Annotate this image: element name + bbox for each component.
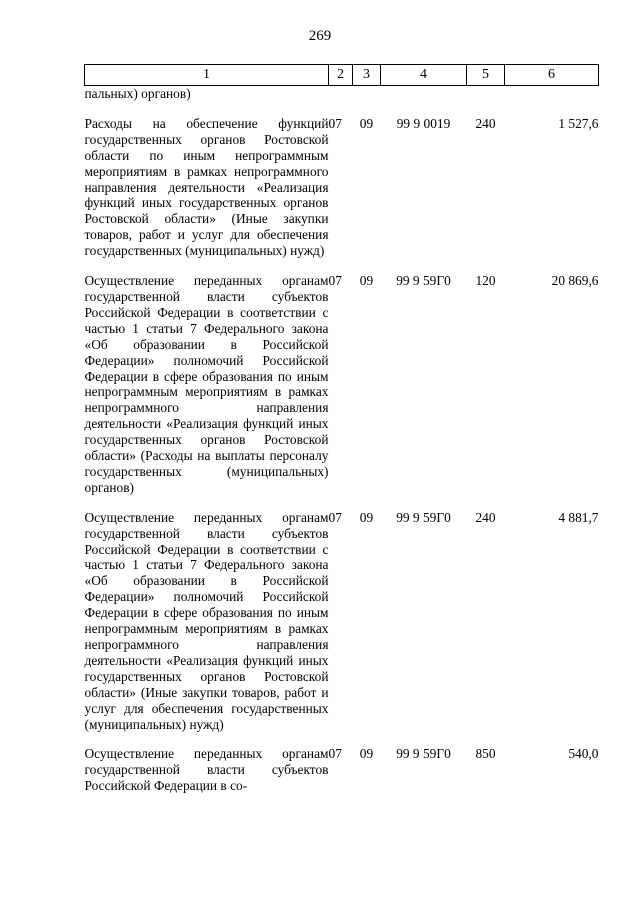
row-section: 07 <box>328 509 342 525</box>
row-section: 07 <box>328 273 342 289</box>
table-row <box>85 116 599 259</box>
table-row <box>85 510 599 733</box>
row-subsection: 09 <box>359 746 374 762</box>
row-section: 07 <box>328 115 342 131</box>
header-col-3: 3 <box>353 65 381 86</box>
header-col-4: 4 <box>381 65 467 86</box>
row-description: Осуществление переданных органам государственной власти субъектов Российской Федерации в со- <box>84 746 329 794</box>
continuation-text: пальных) органов) <box>84 86 191 101</box>
header-col-1: 1 <box>85 65 329 86</box>
row-expense-type: 120 <box>475 273 496 289</box>
table-header-row <box>85 65 599 86</box>
page-number: 269 <box>308 28 332 44</box>
row-section: 07 <box>328 746 342 762</box>
header-col-5: 5 <box>467 65 505 86</box>
row-target-code: 99 9 0019 <box>396 115 451 131</box>
row-subsection: 09 <box>359 115 374 131</box>
row-expense-type: 850 <box>475 746 496 762</box>
row-expense-type: 240 <box>475 509 496 525</box>
row-amount: 1 527,6 <box>558 115 599 131</box>
row-amount: 20 869,6 <box>551 273 599 289</box>
row-target-code: 99 9 59Г0 <box>396 746 451 762</box>
table-row <box>85 746 599 794</box>
header-col-6: 6 <box>505 65 599 86</box>
row-target-code: 99 9 59Г0 <box>396 509 451 525</box>
row-subsection: 09 <box>359 273 374 289</box>
budget-table <box>84 64 599 794</box>
header-col-2: 2 <box>329 65 353 86</box>
row-amount: 540,0 <box>568 746 599 762</box>
row-subsection: 09 <box>359 509 374 525</box>
row-description: Осуществление переданных органам государственной власти субъектов Российской Федерации в соответствии с частью 1 статьи 7 Федерального закона «Об образовании в Российской Федерации» полномочий Российской Федерации в сфере образования по иным непрограммным мероприятиям в рамках непрограммного направления деятельности «Реализация функций иных государственных органов Ростовской области» (Иные закупки товаров, работ и услуг для обеспечения государственных (муниципальных) нужд) <box>84 509 329 732</box>
continuation-row <box>85 86 599 102</box>
row-amount: 4 881,7 <box>558 509 599 525</box>
table-row <box>85 273 599 496</box>
row-expense-type: 240 <box>475 115 496 131</box>
row-description: Расходы на обеспечение функций государственных органов Ростовской области по иным непрограммным мероприятиям в рамках непрограммного направления деятельности «Реализация функций иных государственных органов Ростовской области» (Иные закупки товаров, работ и услуг для обеспечения государственных (муниципальных) нужд) <box>84 115 329 259</box>
row-description: Осуществление переданных органам государственной власти субъектов Российской Федерации в соответствии с частью 1 статьи 7 Федерального закона «Об образовании в Российской Федерации» полномочий Российской Федерации в сфере образования по иным непрограммным мероприятиям в рамках непрограммного направления деятельности «Реализация функций иных государственных органов Ростовской области» (Расходы на выплаты персоналу государственных (муниципальных) органов) <box>84 273 329 495</box>
row-target-code: 99 9 59Г0 <box>396 273 451 289</box>
